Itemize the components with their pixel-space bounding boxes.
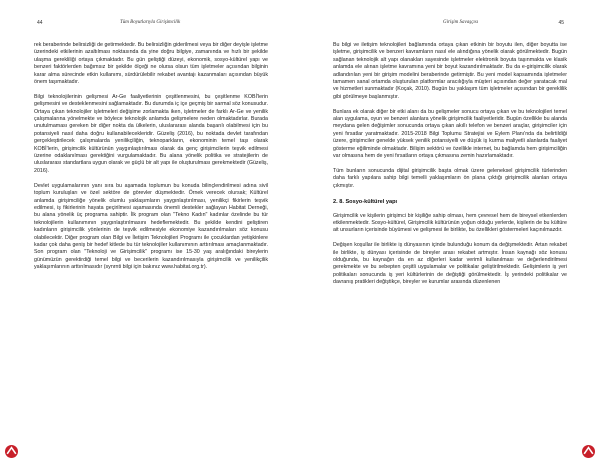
- paragraph: Tüm bunların sonucunda dijital girişimcilik başta olmak üzere geleneksel girişimcilik türlerinden daha farklı yapılara sahip bilgi temelli yaklaşımların ön plana çıktığı girişimcilik alanları ortaya çıkmıştır.: [333, 167, 567, 189]
- body-text: [333, 42, 567, 287]
- right-page: [300, 0, 600, 466]
- page-number: 44: [37, 20, 43, 26]
- body-text: [34, 42, 268, 272]
- paragraph: Bunlara ek olarak diğer bir etki alanı da bu gelişmeler sonucu ortaya çıkan ve bu teknolojileri temel alan uygulama, oyun ve benzeri alanlara yönelik girişimcilik faaliyetleridir. Bugün özellikle bu alanda meydana gelen değişimler sonucunda ortaya çıkan akıllı telefon ve benzeri araçlar, girişimciler için yeni fırsatlar yaratmaktadır. 2015-2018 Bilgi Toplumu Stratejisi ve Eylem Planı'nda da belirtildiği üzere, girişimciler genelde yüksek yenilik potansiyelli ve düşük iş kurma maliyetli alanlarda faaliyet gösterme eğiliminde olmaktadır. Bilişim sektörü ve özellikle internet, bu bağlamda hem girişimciliğin var olmasına hem de yeni fırsatların ortaya çıkmasına zemin hazırlamaktadır.: [333, 108, 567, 160]
- publisher-logo-icon: [5, 445, 18, 458]
- paragraph: Değişen koşullar ile birlikte iş dünyasının içinde bulunduğu konum da değişmektedir. Artan rekabet ile birlikte, iş dünyası içerisinde de bireyler arası rekabet artmıştır. İnsan kaynağı söz konusu olduğunda, bu kaynağın da en az diğerleri kadar verimli kullanılması ve değerlendirilmesi gerekmekte ve bu sebepten çeşitli uygulamalar ve politikalar geliştirilmektedir. Gelişimlerin iş yeri politikaları sonucunda iş yeri kültürlerinin de değiştiği görülmektedir. İş yerindeki politikalar ve davranış pratikleri değiştikçe, bireyler ve kurumlar arasında düzenlenen: [333, 242, 567, 286]
- running-head: Girişim Savaşçısı: [443, 20, 479, 25]
- paragraph: Bu bilgi ve iletişim teknolojileri bağlamında ortaya çıkan etkinin bir boyutu ilen, diğer boyutta ise işletme, girişimcilik ve benzeri kavramların nasıl ele alındığına yönelik olarak görülmektedir. Bugün sağlanan teknolojik alt yapı olanakları sayesinde işletmeler elektronik boyuta taşınmakta ve klasik anlamda ele alınan işletme kavramına yeni bir boyut kazandırılmaktadır. Bu da e-girişimcilik olarak adlandırılan yeni bir girişim modelini beraberinde getirmiştir. Bu yeni model kapsamında işletmeler tamamen sanal ortamda oluşturulan platformlar aracılığıyla müşteri açısından değer yaratacak mal ve hizmetleri sunmaktadır (Koçak, 2010). Bugün bu yaklaşım tüm işletmeler açısından bir gereklilik gibi görülmeye başlanmıştır.: [333, 42, 567, 100]
- paragraph: rek beraberinde belirsizliği de getirmektedir. Bu belirsizliğin giderilmesi veya bir diğer deyişle işletme üzerindeki etkilerinin azaltılması noktasında da yine doğru bilgiye, zamanında ve hızlı bir şekilde ulaşma gerekliliği ortaya çıkmaktadır. Bu gün geliştiği düzeyi, ekonomik, sosyo-kültürel yapı ve benzeri faktörlerden bağımsız bir şekilde ölçeği ne olursa olsun tüm işletmeler açısından bilginin karar alma sürecinde etkin kullanımı, sürdürülebilir rekabet avantajı kazanmaları açısından büyük önem taşımaktadır.: [34, 42, 268, 86]
- page-number: 45: [558, 20, 564, 26]
- paragraph: Bilgi teknolojilerinin gelişmesi Ar-Ge faaliyetlerinin çeşitlenmesini, bu çeşitlenme KOBİ'lerin gelişmesini ve desteklenmesini sağlamaktadır. Bu durumda iç içe geçmiş bir sarmal söz konusudur. Ortaya çıkan teknolojiler işletmeleri değişime zorlamakta iken, işletmeler de farklı Ar-Ge ve yenilik çalışmalarına yönelmekte ve böylece teknolojik anlamda gelişmelere neden olmaktadırlar. Burada unutulmaması gereken bir diğer nokta da ülkelerin, uluslararası alanda başarılı olabilmesi için bu potansiyeli nasıl daha doğru kullanabilecekleridir. Güzeliş (2016), bu noktada devlet tarafından gerçekleştirilecek çalışmalarda yenilikçiliğin, teknoparkların, ekonominin temel taşı olarak KOBİ'lerin, girişimcilik kültürünün yaygınlaştırılması olarak da genç girişimcilerin teşvik edilmesi üzerine odaklanılması gerektiğini vurgulamaktadır. Bu alana yönelik politika ve stratejilerin de uluslararası standartlara uygun olarak ve güçlü bir alt yapı ile oluşturulması gerekmektedir (Güzeliş, 2016).: [34, 93, 268, 174]
- publisher-logo-icon: [582, 445, 595, 458]
- section-heading: 2. 8. Sosyo-kültürel yapı: [333, 199, 398, 206]
- paragraph: Devlet uygulamalarının yanı sıra bu aşamada toplumun bu konuda bilinçlendirilmesi adına sivil toplum kuruluşları ve özel sektöre de görevler düşmektedir. Örnek verecek olursak; Kültürel anlamda girişimciliğe yönelik olumlu yaklaşımların yaygınlaştırılması, yenilikçi fikirlerin teşvik edilmesi, iş fikirlerinin hayata geçirilmesi aşamasında önemli destekler sağlayan Habitat Derneği, bu alana yönelik üç programa sahiptir. İlk program olan "Tekno Kadın" kadınlar özelinde bu tür teknolojilerin kullanımının yaygınlaştırılmasını hedeflemektedir. Bu şekilde kendini geliştiren kadınların girişimcilik yönlerinin de teşvik edilmesiyle ekonomiye kazandırılmaları söz konusu olabilecektir. Diğer program olan Bilgi ve İletişim Teknolojileri Programı ile çocuklardan yetişkinlere kadar çok daha geniş bir hedef kitlede bu tür teknolojiler kullanımının arttırılması amaçlanmaktadır. Son program olan "Teknoloji ve Girişimcilik" programı ise 15-30 yaş aralığındaki bireylerin günümüzün gerektirdiği temel bilgi ve becerilerin kazandırılmasıyla girişimcilik ve yenilikçilik yaklaşımlarının arttırılmasıdır (synrnti bilgi için bakınız www.habitat.org.tr).: [34, 182, 268, 271]
- running-head: Tüm Boyutlarıyla Girişimcilik: [120, 20, 181, 25]
- paragraph: Girişimcilik ve kişilerin girişimci bir kişiliğe sahip olması, hem çevresel hem de bireysel etkenlerden etkilenmektedir. Sosyo-kültürel, Girişimcilik kültürünün yoğun olduğu yerlerde, kişilerin de bu kültüre ait unsurların içerisinde büyümesi ve gelişmesi ile birlikte, bu özellikleri göstermeleri kaçınılmazdır.: [333, 212, 567, 234]
